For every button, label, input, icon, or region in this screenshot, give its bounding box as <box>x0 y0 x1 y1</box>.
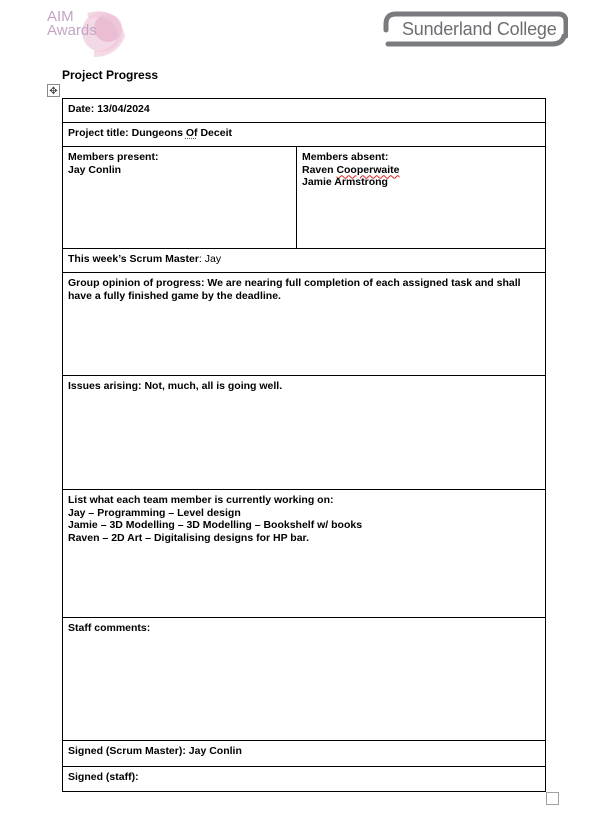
issues-value: Not, much, all is going well. <box>144 380 283 392</box>
working-on-item: Jay – Programming – Level design <box>68 506 241 519</box>
scrum-master-label: This week’s Scrum Master <box>68 253 199 265</box>
progress-form-table <box>62 98 546 792</box>
working-on-item: Jamie – 3D Modelling – 3D Modelling – Bookshelf w/ books <box>68 519 363 531</box>
scrum-master-cell[interactable] <box>63 249 546 273</box>
aim-line1: AIM <box>47 8 74 25</box>
working-on-cell[interactable] <box>63 490 546 618</box>
working-on-label: List what each team member is currently working on: <box>68 494 334 506</box>
signed-scrum-value: Jay Conlin <box>188 745 242 757</box>
members-absent-item: Jamie Armstrong <box>302 176 388 188</box>
members-present-cell[interactable] <box>63 147 297 249</box>
group-opinion-value: We are nearing full completion of each assigned task and shall have a fully finished game by the deadline. <box>68 277 521 302</box>
aim-line2: Awards <box>47 22 97 39</box>
date-cell[interactable] <box>63 99 546 123</box>
staff-comments-cell[interactable] <box>63 618 546 741</box>
date-label: Date: <box>68 103 95 115</box>
members-absent-label: Members absent: <box>302 151 389 163</box>
project-title-part3: Deceit <box>200 127 232 139</box>
aim-awards-wordmark <box>47 10 97 38</box>
table-resize-handle[interactable] <box>546 792 559 805</box>
working-on-item: Raven – 2D Art – Digitalising designs for HP bar. <box>68 531 309 544</box>
signed-scrum-label: Signed (Scrum Master): <box>68 745 186 757</box>
members-present-item: Jay Conlin <box>68 163 122 176</box>
members-present-label: Members present: <box>68 151 159 163</box>
project-title-cell[interactable] <box>63 123 546 147</box>
signed-scrum-master-cell[interactable] <box>63 741 546 767</box>
issues-label: Issues arising: <box>68 380 142 392</box>
members-absent-item <box>302 164 540 177</box>
staff-comments-label: Staff comments: <box>68 622 151 634</box>
issues-cell[interactable] <box>63 376 546 490</box>
members-absent-1-last: Cooperwaite <box>336 163 400 176</box>
table-move-handle-icon[interactable]: ✥ <box>47 84 60 97</box>
project-title-part1: Dungeons <box>131 127 183 139</box>
date-value[interactable]: 13/04/2024 <box>97 103 150 115</box>
members-absent-1-first: Raven <box>302 163 334 176</box>
sunderland-college-wordmark: Sunderland College <box>402 19 557 39</box>
page-title: Project Progress <box>62 68 159 82</box>
group-opinion-cell[interactable] <box>63 273 546 376</box>
project-title-part2: Of <box>185 127 198 139</box>
signed-staff-label: Signed (staff): <box>68 771 139 783</box>
scrum-master-value: : Jay <box>198 253 222 265</box>
project-title-label: Project title: <box>68 127 129 139</box>
group-opinion-label: Group opinion of progress: <box>68 277 205 289</box>
members-absent-cell[interactable] <box>297 147 546 249</box>
signed-staff-cell[interactable] <box>63 767 546 792</box>
